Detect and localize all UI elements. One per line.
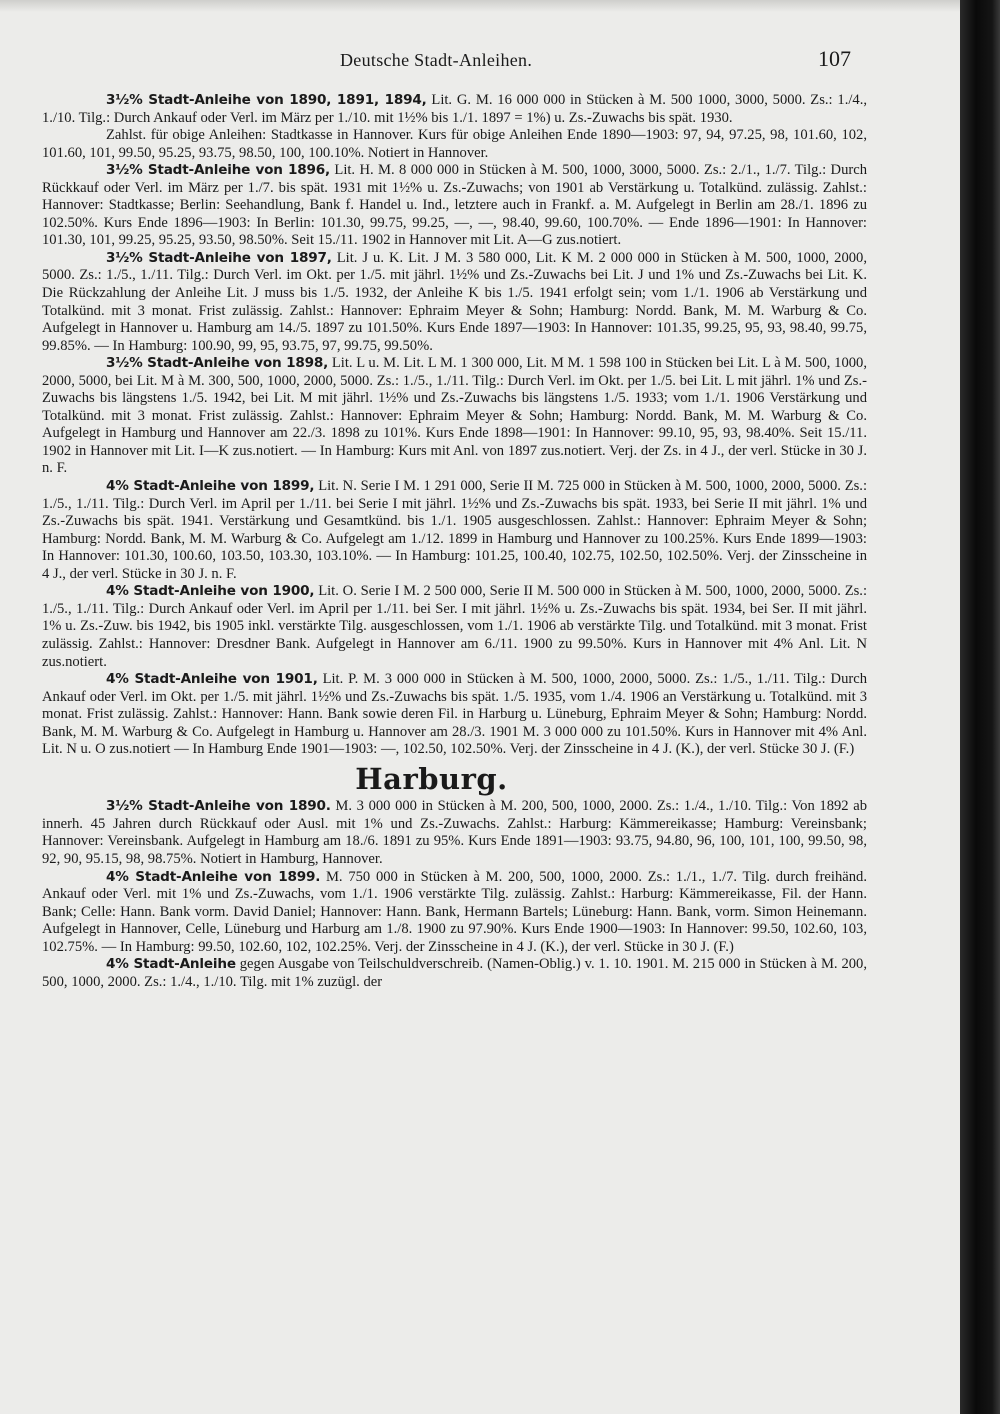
loan-entry	[42, 798, 867, 868]
loan-entry	[42, 92, 867, 127]
loan-entry	[42, 583, 867, 671]
loan-title: 4% Stadt-Anleihe von 1899,	[106, 478, 315, 495]
page-top-edge	[0, 0, 1000, 12]
loan-text: Lit. J u. K. Lit. J M. 3 580 000, Lit. K M. 2 000 000 in Stücken à M. 500, 1000, 2000, 5000. Zs.: 1./5., 1./11. Tilg.: Durch Verl. im Okt. per 1./5. mit jährl. 1½% und Zs.-Zuwachs bei Lit. J und 1% und Zs.-Zuwachs bei Lit. K. Die Rückzahlung der Anleihe Lit. J muss bis 1./5. 1932, der Anleihe K bis 1./5. 1941 erfolgt sein; vom 1./1. 1906 ab Verstärkung und Totalkünd. mit 3 monat. Frist zulässig. Zahlst.: Hannover: Ephraim Meyer & Sohn; Hamburg: Nordd. Bank, M. M. Warburg & Co. Aufgelegt in Hannover u. Hamburg am 14./5. 1897 zu 101.50%. Kurs Ende 1897—1903: In Hannover: 101.35, 99.25, 95, 93, 98.40, 99.75, 99.85%. — In Hamburg: 100.90, 99, 95, 93.75, 97, 99.75, 99.50%.	[42, 249, 867, 354]
page-body	[42, 92, 867, 991]
loan-title: 3½% Stadt-Anleihe von 1890, 1891, 1894,	[106, 92, 427, 108]
loan-text: Lit. O. Serie I M. 2 500 000, Serie II M. 500 000 in Stücken à M. 500, 1000, 2000, 5000. Zs.: 1./5., 1./11. Tilg.: Durch Ankauf oder Verl. im April per 1./11. bei Ser. I mit jährl. 1½% u. Zs.-Zuwachs bis spät. 1934, bei Ser. II mit jährl. 1% u. Zs.-Zuw. bis 1942, bis 1905 inkl. verstärkte Tilg. ausgeschlossen, vom 1./1. 1906 ab verstärkte Tilg. und Totalkünd. mit 3 monat. Frist zulässig. Zahlst.: Hannover: Dresdner Bank. Aufgelegt in Hannover am 6./11. 1900 zu 99.50%. Kurs in Hannover mit 4% Anl. Lit. N zus.notiert.	[42, 583, 868, 670]
loan-title: 3½% Stadt-Anleihe von 1890.	[106, 798, 331, 815]
loan-title: 4% Stadt-Anleihe von 1900,	[106, 583, 315, 600]
loan-text: Lit. H. M. 8 000 000 in Stücken à M. 500, 1000, 3000, 5000. Zs.: 2./1., 1./7. Tilg.: Durch Rückkauf oder Verl. im März per 1./7. bis spät. 1931 mit 1½% u. Zs.-Zuwachs; von 1901 ab Verstärkung u. Totalkünd. zulässig. Zahlst.: Hannover: Stadtkasse; Berlin: Seehandlung, Bank f. Handel u. Ind., letztere auch in Frankf. a. M. Aufgelegt in Berlin am 28./1. 1896 zu 102.50%. Kurs Ende 1896—1903: In Berlin: 101.30, 99.75, 99.25, —, —, 98.40, 99.60, 100.70%. — Ende 1896—1901: In Hannover: 101.30, 101, 99.25, 95.25, 93.50, 98.50%. Seit 15./11. 1902 in Hannover mit Lit. A—G zus.notiert.	[42, 162, 868, 249]
loan-title: 3½% Stadt-Anleihe von 1898,	[106, 355, 329, 372]
loan-title: 3½% Stadt-Anleihe von 1897,	[106, 249, 332, 266]
city-heading: Harburg.	[355, 761, 508, 796]
page-header	[0, 46, 960, 74]
loan-text: Zahlst. für obige Anleihen: Stadtkasse in Hannover. Kurs für obige Anleihen Ende 1890—1903: 97, 94, 97.25, 98, 101.60, 102, 101.60, 101, 99.50, 95.25, 93.75, 98.50, 100, 100.10%. Notiert in Hannover.	[42, 127, 867, 161]
loan-text: M. 3 000 000 in Stücken à M. 200, 500, 1000, 2000. Zs.: 1./4., 1./10. Tilg.: Von 1892 ab innerh. 45 Jahren durch Rückkauf oder Ausl. mit 1% und Zs.-Zuwachs. Zahlst.: Harburg: Kämmereikasse; Hamburg: Vereinsbank; Hannover: Vereinsbank. Aufgelegt in Hamburg am 18./6. 1891 zu 95%. Kurs Ende 1891—1903: 93.75, 94.80, 96, 100, 101, 100, 99.50, 98, 92, 90, 95.15, 98, 98.75%. Notiert in Hamburg, Hannover.	[42, 798, 867, 867]
loan-entry	[42, 869, 867, 957]
book-binding-edge	[960, 0, 1000, 1414]
loan-text: Lit. L u. M. Lit. L M. 1 300 000, Lit. M M. 1 598 100 in Stücken bei Lit. L à M. 500, 1000, 2000, 5000, bei Lit. M à M. 300, 500, 1000, 2000, 5000. Zs.: 1./5., 1./11. Tilg.: Durch Verl. im Okt. per 1./5. bei Lit. L mit jährl. 1% und Zs.-Zuwachs bis längstens 1./5. 1942, bei Lit. M mit jährl. 1½% und Zs.-Zuwachs bis längstens 1./5. 1933; vom 1./1. 1906 Verstärkung und Totalkünd. mit 3 monat. Frist zulässig. Zahlst.: Hannover: Ephraim Meyer & Sohn; Hamburg: Nordd. Bank, M. M. Warburg & Co. Aufgelegt in Hamburg und Hannover am 22./3. 1898 zu 101%. Kurs Ende 1898—1901: In Hannover: 99.10, 95, 93, 98.40%. Seit 15./11. 1902 in Hannover mit Lit. I—K zus.notiert. — In Hamburg: Kurs mit Anl. von 1897 zus.notiert. Verj. der Zs. in 4 J., der verl. Stücke in 30 J. n. F.	[42, 355, 867, 477]
loan-title: 3½% Stadt-Anleihe von 1896,	[106, 162, 331, 179]
loan-text: Lit. G. M. 16 000 000 in Stücken à M. 500 1000, 3000, 5000. Zs.: 1./4., 1./10. Tilg.: Durch Ankauf oder Verl. im März per 1./10. mit 1½% bis 1./1. 1897 = 1%) u. Zs.-Zuwachs bis spät. 1930.	[42, 92, 867, 126]
loan-title: 4% Stadt-Anleihe von 1901,	[106, 671, 318, 688]
loan-title: 4% Stadt-Anleihe	[106, 956, 236, 973]
loan-entry	[42, 250, 867, 355]
loan-text: Lit. N. Serie I M. 1 291 000, Serie II M. 725 000 in Stücken à M. 500, 1000, 2000, 5000. Zs.: 1./5., 1./11. Tilg.: Durch Verl. im April per 1./11. bei Serie I mit jährl. 1½% und Zs.-Zuwachs bis spät. 1933, bei Serie II mit jährl. 1% und Zs.-Zuwachs bis spät. 1941. Verstärkung und Gesamtkünd. bis 1./1. 1905 ausgeschlossen. Zahlst.: Hannover: Ephraim Meyer & Sohn; Hamburg: Nordd. Bank, M. M. Warburg & Co. Aufgelegt am 1./12. 1899 in Hamburg und Hannover zu 100.25%. Kurs Ende 1899—1903: In Hannover: 101.30, 100.60, 103.50, 103.30, 103.10%. — In Hamburg: 101.25, 100.40, 102.75, 102.50, 102.50%. Verj. der Zinsscheine in 4 J., der verl. Stücke in 30 J. n. F.	[42, 478, 868, 582]
loan-entry	[42, 478, 867, 583]
loan-entry	[42, 355, 867, 478]
loan-title: 4% Stadt-Anleihe von 1899.	[106, 868, 321, 885]
loan-entry	[42, 956, 867, 991]
loan-entry	[42, 671, 867, 759]
loan-entry	[42, 162, 867, 250]
loan-text: M. 750 000 in Stücken à M. 200, 500, 1000, 2000. Zs.: 1./1., 1./7. Tilg. durch freihänd. Ankauf oder Verl. mit 1% und Zs.-Zuwachs, vom 1./1. 1906 verstärkte Tilg. zulässig. Zahlst.: Harburg: Kämmereikasse, Fil. der Hann. Bank; Celle: Hann. Bank vorm. David Daniel; Hannover: Hann. Bank, Hermann Bartels; Lüneburg: Hann. Bank, vorm. Simon Heinemann. Aufgelegt in Hannover, Celle, Lüneburg und Harburg am 1./8. 1900 zu 97.90%. Kurs Ende 1900—1903: In Hannover: 99.50, 102.60, 103, 102.75%. — In Hamburg: 99.50, 102.60, 102, 102.25%. Verj. der Zinsscheine in 4 J. (K.), der verl. Stücke in 30 J. (F.)	[42, 868, 867, 955]
loan-entry	[42, 127, 867, 162]
running-title: Deutsche Stadt-Anleihen.	[340, 50, 533, 70]
loan-text: Lit. P. M. 3 000 000 in Stücken à M. 500, 1000, 2000, 5000. Zs.: 1./5., 1./11. Tilg.: Durch Ankauf oder Verl. im Okt. per 1./5. mit jährl. 1½% und Zs.-Zuwachs bis spät. 1./5. 1935, vom 1./4. 1906 an Verstärkung u. Totalkünd. mit 3 monat. Frist zulässig. Zahlst.: Hannover: Hann. Bank sowie deren Fil. in Harburg u. Lüneburg, Ephraim Meyer & Sohn; Hamburg: Nordd. Bank, M. M. Warburg & Co. Aufgelegt in Hamburg u. Hannover am 28./3. 1901 M. 3 000 000 zu 101.50%. Kurs in Hannover mit 4% Anl. Lit. N u. O zus.notiert — In Hamburg Ende 1901—1903: —, 102.50, 102.50%. Verj. der Zinsscheine in 4 J. (K.), der verl. Stücke 30 J. (F.)	[42, 671, 868, 758]
loan-text: gegen Ausgabe von Teilschuldverschreib. (Namen-Oblig.) v. 1. 10. 1901. M. 215 000 in Stücken à M. 200, 500, 1000, 2000. Zs.: 1./4., 1./10. Tilg. mit 1% zuzügl. der	[42, 956, 868, 990]
page-number: 107	[818, 46, 851, 71]
